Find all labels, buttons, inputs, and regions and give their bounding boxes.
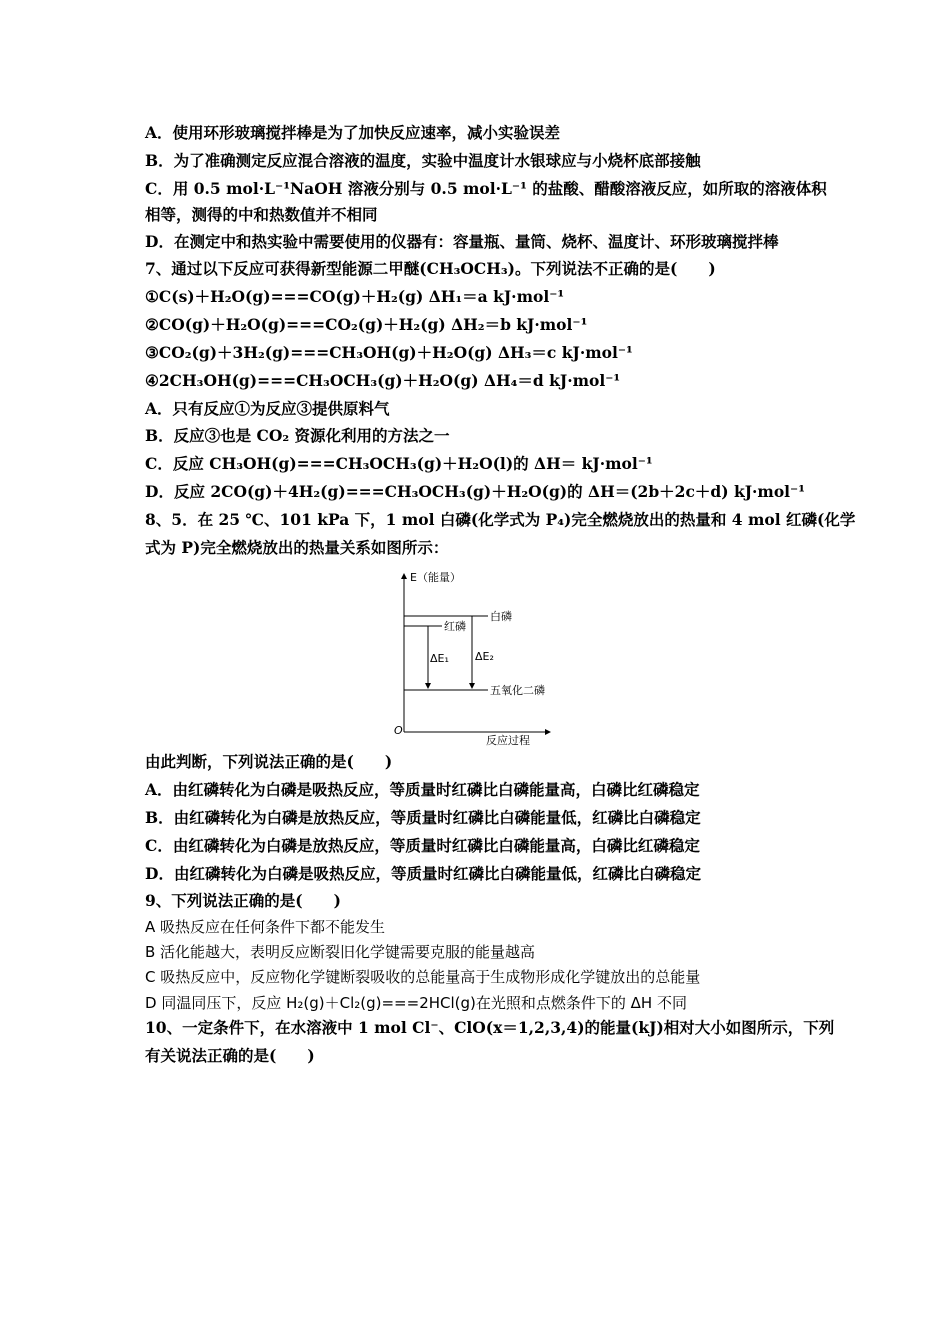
product-label: 五氧化二磷 bbox=[490, 684, 545, 697]
q7-reaction-1: ①C(s)＋H₂O(g)===CO(g)＋H₂(g) ΔH₁＝a kJ·mol⁻¹ bbox=[145, 287, 565, 306]
q10-stem-line-1: 10、一定条件下，在水溶液中 1 mol Cl⁻、ClO(x＝1,2,3,4)的能量(kJ)相对大小如图所示，下列 bbox=[145, 1018, 835, 1037]
q7-option-d: D．反应 2CO(g)＋4H₂(g)===CH₃OCH₃(g)＋H₂O(g)的 ΔH＝(2b＋2c＋d) kJ·mol⁻¹ bbox=[145, 482, 806, 501]
q9-option-a: A 吸热反应在任何条件下都不能发生 bbox=[145, 918, 386, 936]
white-phosphorus-label: 白磷 bbox=[490, 610, 512, 623]
q10-stem-line-2: 有关说法正确的是( ) bbox=[145, 1046, 315, 1065]
q6-option-c-continued: 相等，测得的中和热数值并不相同 bbox=[145, 205, 378, 224]
q7-reaction-2: ②CO(g)＋H₂O(g)===CO₂(g)＋H₂(g) ΔH₂＝b kJ·mol⁻¹ bbox=[145, 315, 588, 334]
q8-option-a: A．由红磷转化为白磷是吸热反应，等质量时红磷比白磷能量高，白磷比红磷稳定 bbox=[145, 780, 700, 799]
q8-question: 由此判断，下列说法正确的是( ) bbox=[145, 752, 393, 771]
q8-option-b: B．由红磷转化为白磷是放热反应，等质量时红磷比白磷能量低，红磷比白磷稳定 bbox=[145, 808, 701, 827]
q6-option-a: A．使用环形玻璃搅拌棒是为了加快反应速率，减小实验误差 bbox=[145, 123, 561, 142]
q7-reaction-4: ④2CH₃OH(g)===CH₃OCH₃(g)＋H₂O(g) ΔH₄＝d kJ·mol⁻¹ bbox=[145, 371, 621, 390]
origin-label: O bbox=[394, 724, 403, 737]
red-phosphorus-label: 红磷 bbox=[444, 620, 466, 633]
q7-option-a: A．只有反应①为反应③提供原料气 bbox=[145, 399, 390, 418]
q6-option-b: B．为了准确测定反应混合溶液的温度，实验中温度计水银球应与小烧杯底部接触 bbox=[145, 151, 701, 170]
delta-e2-label: ΔE₂ bbox=[475, 650, 494, 663]
q8-option-d: D．由红磷转化为白磷是吸热反应，等质量时红磷比白磷能量低，红磷比白磷稳定 bbox=[145, 864, 701, 883]
q6-option-d: D．在测定中和热实验中需要使用的仪器有：容量瓶、量筒、烧杯、温度计、环形玻璃搅拌棒 bbox=[145, 232, 779, 251]
q7-stem: 7、通过以下反应可获得新型能源二甲醚(CH₃OCH₃)。下列说法不正确的是( ) bbox=[145, 259, 716, 278]
q8-option-c: C．由红磷转化为白磷是放热反应，等质量时红磷比白磷能量高，白磷比红磷稳定 bbox=[145, 836, 700, 855]
q7-option-b: B．反应③也是 CO₂ 资源化利用的方法之一 bbox=[145, 426, 450, 445]
q8-stem-line-1: 8、5．在 25 ℃、101 kPa 下，1 mol 白磷(化学式为 P₄)完全燃烧放出的热量和 4 mol 红磷(化学 bbox=[145, 510, 856, 529]
delta-e1-label: ΔE₁ bbox=[430, 652, 449, 665]
q7-reaction-3: ③CO₂(g)＋3H₂(g)===CH₃OH(g)＋H₂O(g) ΔH₃＝c kJ·mol⁻¹ bbox=[145, 343, 633, 362]
x-axis-label: 反应过程 bbox=[486, 734, 530, 746]
q9-option-c: C 吸热反应中，反应物化学键断裂吸收的总能量高于生成物形成化学键放出的总能量 bbox=[145, 968, 701, 986]
q7-option-c: C．反应 CH₃OH(g)===CH₃OCH₃(g)＋H₂O(l)的 ΔH＝ kJ·mol⁻¹ bbox=[145, 454, 653, 473]
q6-option-c: C．用 0.5 mol·L⁻¹NaOH 溶液分别与 0.5 mol·L⁻¹ 的盐酸、醋酸溶液反应，如所取的溶液体积 bbox=[145, 179, 827, 198]
q9-option-b: B 活化能越大，表明反应断裂旧化学键需要克服的能量越高 bbox=[145, 943, 536, 961]
y-axis-label: E（能量） bbox=[410, 571, 461, 584]
energy-level-diagram bbox=[392, 568, 552, 746]
q9-option-d: D 同温同压下，反应 H₂(g)＋Cl₂(g)===2HCl(g)在光照和点燃条件下的 ΔH 不同 bbox=[145, 994, 687, 1012]
q8-stem-line-2: 式为 P)完全燃烧放出的热量关系如图所示： bbox=[145, 538, 449, 557]
q9-stem: 9、下列说法正确的是( ) bbox=[145, 891, 341, 910]
